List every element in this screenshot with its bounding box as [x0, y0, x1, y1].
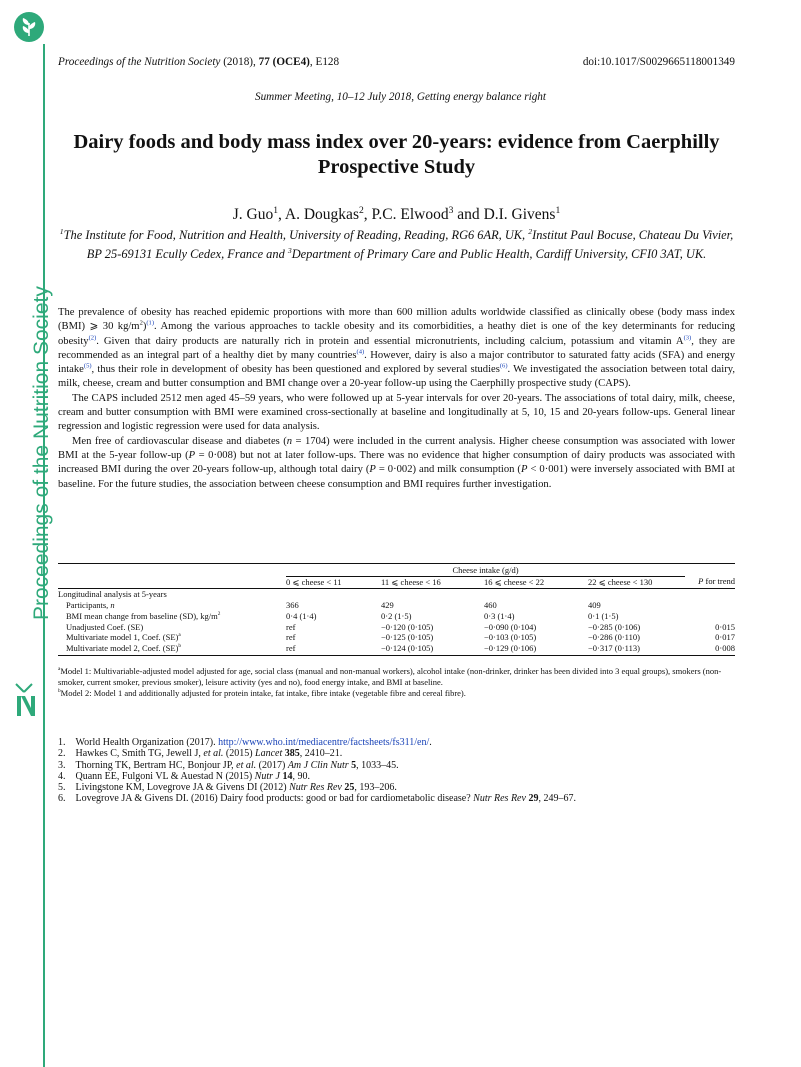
reference-item: 2. Hawkes C, Smith TG, Jewell J, et al. (2015) Lancet 385, 2410–21. — [58, 748, 343, 760]
footnote: $^a$Model 1: Multivariable-adjusted model adjusted for age, social class (manual and non-manual workers), alcohol intake (non-drinker, drinker has been divided into 3 equal groups), smokers (non-smoker, current smoker, previous smoker), leisure activity (yes and no), food energy intake, and BMI at baseline. — [58, 666, 722, 687]
paragraph: Men free of cardiovascular disease and diabetes (n = 1704) were included in the current analysis. Higher cheese consumption was associated with lower BMI at the 5-year follow-up (P = 0·008) but not at later follow-ups. There was no evidence that higher consumption of dairy products was associated with increased BMI during the over 20-years follow-up, although total dairy (P = 0·002) and milk consumption (P < 0·001) were inversely associated with BMI at baseline. For the future studies, the association between cheese consumption and BMI requires further investigation. — [58, 435, 735, 490]
table-cell: 429 — [381, 600, 394, 611]
table-group-header: Cheese intake (g/d) — [286, 564, 685, 577]
table-cell: −0·286 (0·110) — [588, 632, 640, 643]
table-cell: 0·3 (1·4) — [484, 610, 515, 621]
row-label: Unadjusted Coef. (SE) — [66, 621, 144, 632]
table-row — [58, 600, 735, 611]
column-header: 22 ⩽ cheese < 130 — [588, 576, 685, 589]
table-cell: 366 — [286, 600, 299, 611]
table-row — [58, 632, 735, 643]
doi: doi:10.1017/S0029665118001349 — [582, 56, 735, 68]
p-trend-cell — [685, 600, 735, 611]
column-header: 16 ⩽ cheese < 22 — [484, 576, 588, 589]
p-trend-cell: 0·008 — [685, 643, 735, 655]
title-line: Dairy foods and body mass index over 20-years: evidence from Caerphilly — [73, 131, 720, 153]
table-cell: −0·125 (0·105) — [381, 632, 434, 643]
column-header: 0 ⩽ cheese < 11 — [286, 576, 381, 589]
table-row — [58, 643, 735, 655]
affiliation: The Institute for Food, Nutrition and Health, University of Reading, Reading, RG6 6AR, UK, — [63, 228, 529, 242]
affiliations: $^1$The Institute for Food, Nutrition and Health, University of Reading, Reading, RG6 6AR, UK, $^2$Institut Paul Bocuse, Chateau Du Vivier, BP 25-69131 Ecully Cedex, France and $^3$Department of Primary Care and Public Health, Cardiff University, CFI0 3AT, UK. — [59, 226, 734, 261]
meeting-line: Summer Meeting, 10–12 July 2018, Getting energy balance right — [254, 91, 547, 103]
reference-list — [58, 737, 735, 805]
reference-item: 5. Livingstone KM, Lovegrove JA & Givens DI (2012) Nutr Res Rev 25, 193–206. — [58, 782, 397, 794]
table-cell: −0·120 (0·105) — [381, 621, 434, 632]
author-list — [58, 206, 735, 224]
journal-citation — [58, 56, 339, 68]
p-trend-cell: 0·017 — [715, 632, 735, 643]
abstract-body — [58, 306, 735, 492]
p-trend-cell: 0·015 — [715, 621, 735, 632]
table-cell: ref — [286, 643, 381, 655]
paragraph: The CAPS included 2512 men aged 45–59 years, who were followed up at 5-year intervals for over 20-years. The associations of total dairy, milk, cheese, cream and butter consumption with BMI were examined cross-sectionally at baseline and longitudinally at 5, 10, 15 and 20-years follow-ups. General linear regression and logistic regression were used for data analysis. — [58, 392, 735, 433]
table-cell: 409 — [588, 600, 601, 611]
table-cell: −0·090 (0·104) — [484, 621, 537, 632]
affiliation: Institut Paul Bocuse, Chateau Du Vivier, BP 25-69131 Ecully Cedex, France and — [86, 228, 734, 261]
table-cell: −0·124 (0·105) — [381, 643, 484, 655]
table-section-label: Longitudinal analysis at 5-years — [58, 589, 167, 600]
table-footnotes — [58, 666, 735, 698]
reference-item: 4. Quann EE, Fulgoni VL & Auestad N (2015) Nutr J 14, 90. — [58, 770, 310, 782]
table-cell: −0·129 (0·106) — [484, 643, 588, 655]
column-header-p-trend: P for trend — [685, 576, 735, 589]
row-label: Participants, n — [66, 600, 115, 611]
title-line: Prospective Study — [317, 156, 476, 178]
results-table — [58, 563, 735, 656]
reference-link[interactable]: http://www.who.int/mediacentre/factsheets/fs311/en/ — [218, 737, 430, 748]
row-label: Multivariate model 2, Coef. (SE)$^b$ — [58, 643, 286, 655]
author: P.C. Elwood$^3$ and — [371, 204, 484, 223]
table-cell: −0·103 (0·105) — [484, 632, 537, 643]
journal-year: (2018), — [223, 56, 256, 68]
author: D.I. Givens$^1$ — [483, 204, 561, 223]
reference-item: 3. Thorning TK, Bertram HC, Bonjour JP, et al. (2017) Am J Clin Nutr 5, 1033–45. — [58, 759, 399, 771]
article-title — [58, 130, 735, 180]
table-cell: −0·285 (0·106) — [588, 621, 641, 632]
author: J. Guo$^1$, — [232, 204, 285, 223]
row-label: BMI mean change from baseline (SD), $kg/m^2$ — [66, 610, 221, 621]
table-cell: 460 — [484, 600, 497, 611]
table-row — [58, 622, 735, 633]
reference-item: 1. World Health Organization (2017). http://www.who.int/mediacentre/factsheets/fs311/en/. — [58, 737, 432, 748]
table-cell: 0·1 (1·5) — [588, 610, 619, 621]
sidebar-journal-title: Proceedings of the Nutrition Society — [30, 286, 53, 620]
column-header: 11 ⩽ cheese < 16 — [381, 576, 484, 589]
table-cell: 0·4 (1·4) — [286, 610, 317, 621]
p-trend-cell — [685, 611, 735, 622]
table-cell: ref — [286, 621, 296, 632]
journal-name: Proceedings of the Nutrition Society — [58, 56, 221, 68]
table-row — [58, 611, 735, 622]
journal-logo — [14, 12, 44, 42]
affiliation: Department of Primary Care and Public Health, Cardiff University, CFI0 3AT, UK. — [291, 246, 707, 261]
author: A. Dougkas$^2$, — [284, 204, 372, 223]
journal-page: , E128 — [309, 56, 340, 68]
leaf-icon — [14, 12, 44, 42]
paragraph: The prevalence of obesity has reached epidemic proportions with more than 600 million adults worldwide classified as clinically obese (body mass index (BMI) ⩾ 30 $kg/m^2)^{(1)}$. Among the various approaches to tackle obesity and its comorbidities, a heathy diet is one of the key determinants for reducing obesity$^{(2)}$. Given that dairy products are naturally rich in protein and essential micronutrients, including calcium, potassium and vitamin A$^{(3)}$, they are recommended as an integral part of a healthy diet by many countries$^{(4)}$. However, dairy is also a major contributor to saturated fatty acids (SFA) and energy intake$^{(5)}$, thus their role in development of obesity has been questioned and explored by several studies$^{(6)}$. We investigated the association between total dairy, milk, cheese, cream and butter consumption and BMI change over a 20-year follow-up using the Caerphilly prospective study (CAPS). — [58, 307, 736, 390]
table-cell: 0·2 (1·5) — [381, 610, 412, 621]
ns-logo-icon — [12, 680, 40, 720]
row-label: Multivariate model 1, Coef. (SE)$^a$ — [66, 632, 181, 643]
journal-volume: 77 (OCE4) — [258, 56, 310, 68]
table-cell: ref — [286, 632, 296, 643]
reference-item: 6. Lovegrove JA & Givens DI. (2016) Dairy food products: good or bad for cardiometabolic disease? Nutr Res Rev 29, 249–67. — [58, 793, 576, 805]
table-cell: −0·317 (0·113) — [588, 643, 685, 655]
footnote: $^b$Model 2: Model 1 and additionally adjusted for protein intake, fat intake, fibre intake (vegetable fibre and cereal fibre). — [58, 687, 466, 698]
